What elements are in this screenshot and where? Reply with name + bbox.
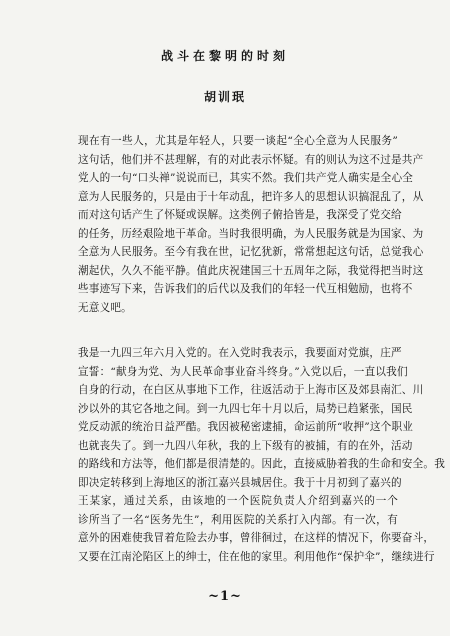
text-line: 现在有一些人，尤其是年轻人，只要一谈起“全心全意为人民服务” (78, 135, 398, 147)
document-author: 胡训珉 (203, 90, 246, 104)
text-line: 又要在江南沦陷区上的绅士，住在他的家里。利用他作“保护伞”，继续进行 (78, 550, 435, 563)
text-line: 些事迹写下来，告诉我们的后代以及我们的年轻一代互相勉励，也将不 (78, 283, 413, 295)
text-line: 党反动派的统治日益严酷。我因被秘密逮捕，命运前所“收押”这个职业 (78, 421, 414, 433)
text-line: 的任务，历经艰险地干革命。当时我很明确，为人民服务就是为国家、为 (78, 227, 424, 240)
text-line: 我是一九四三年六月入党的。在入党时我表示，我要面对党旗，庄严 (78, 347, 402, 359)
paragraph-2 (78, 344, 445, 566)
text-line: 全意为人民服务。至今有我在世，记忆犹新，常常想起这句话，总觉我心 (78, 246, 424, 258)
text-line: 即决定转移到上海地区的浙江嘉兴县城居住。我于十月初到了嘉兴的 (78, 476, 402, 489)
text-line: 意为人民服务的，只是由于十年动乱，把许多人的思想认识搞混乱了，从 (78, 190, 424, 203)
text-line: 潮起伏，久久不能平静。值此庆祝建国三十五周年之际，我觉得把当时这 (78, 264, 424, 277)
text-line: 意外的困难使我冒着危险去办事，曾徘徊过，在这样的情况下，你要奋斗， (78, 532, 435, 544)
page-number: ~1~ (208, 589, 242, 604)
text-line: 而对这句话产生了怀疑或误解。这类例子俯拾皆是，我深受了党交给 (78, 209, 402, 221)
text-line: 无意义吧。 (78, 301, 132, 314)
text-line: 宣誓：“献身为党、为人民革命事业奋斗终身。”入党以后，一直以我们 (78, 365, 408, 378)
text-line: 自身的行动，在白区从事地下工作，往返活动于上海市区及郊县南汇、川 (78, 384, 424, 396)
text-line: 这句话，他们并不甚理解，有的对此表示怀疑。有的则认为这不过是共产 (78, 153, 424, 166)
text-line: 也就丧失了。到一九四八年秋，我的上下级有的被捕，有的在外，活动 (78, 439, 413, 452)
document-title: 战斗在黎明的时刻 (160, 49, 289, 63)
text-line: 党人的一句“口头禅”说说而已，其实不然。我们共产党人确实是全心全 (78, 172, 414, 184)
text-line: 诊所当了一名“医务先生”，利用医院的关系打入内部。有一次，有 (78, 513, 398, 526)
text-line: 沙以外的其它各地之间。到一九四七年十月以后，局势已趋紧张，国民 (78, 402, 413, 415)
paragraph-1 (78, 132, 424, 317)
text-line: 王某家，通过关系，由该地的一个医院负责人介绍到嘉兴的一个 (78, 495, 398, 507)
text-line: 的路线和方法等，他们都是很清楚的。因此，直接威胁着我的生命和安全。我 (78, 458, 445, 470)
